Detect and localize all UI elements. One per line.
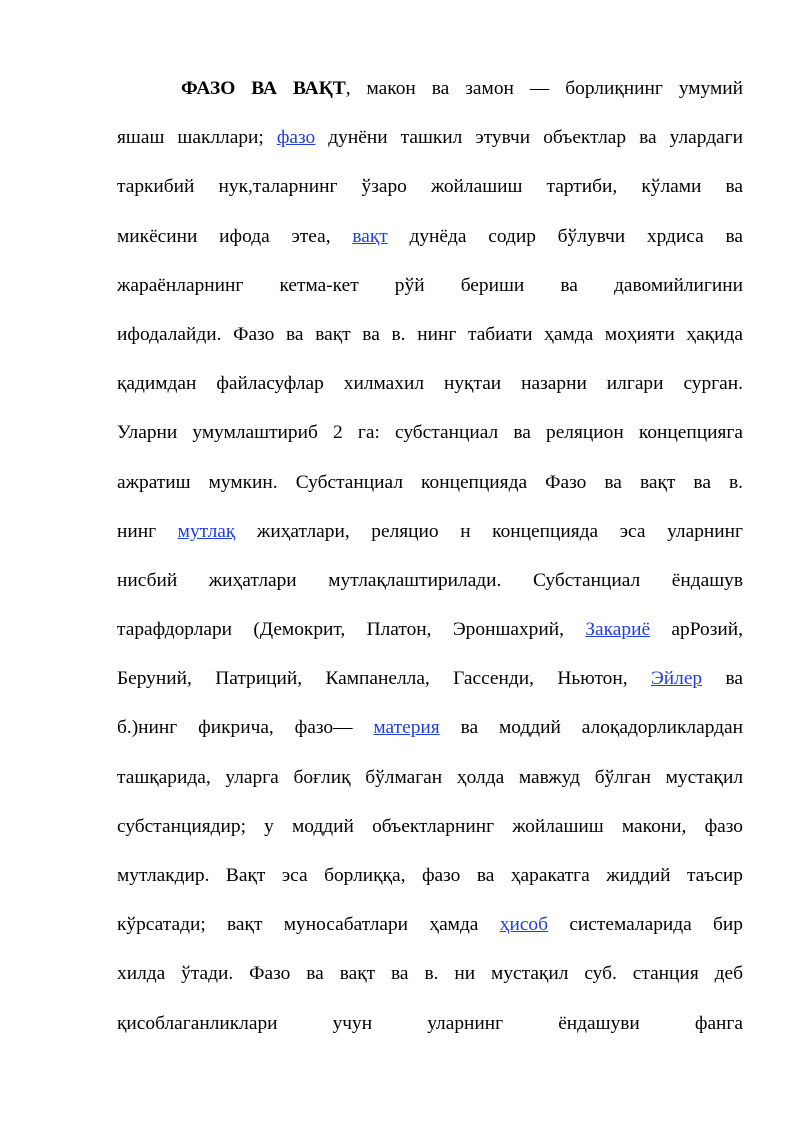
text-run: ва моддий алоқадорликлардан: [439, 717, 743, 739]
text-run: кўрсатади; вақт муносабатлари ҳамда: [117, 914, 500, 936]
text-line: [117, 995, 743, 1044]
text-run: субстанциядир; у моддий объектларнинг жойлашиш макони, фазо: [117, 815, 743, 837]
text-run: жараёнларнинг кетма-кет рўй бериши ва давомийлигини: [117, 274, 743, 296]
text-run: хилда ўтади. Фазо ва вақт ва в. ни мустақил суб. станция деб: [117, 963, 743, 985]
link-hisob[interactable]: ҳисоб: [499, 914, 548, 936]
text-run: ифодалайди. Фазо ва вақт ва в. нинг табиати ҳамда моҳияти ҳақида: [117, 323, 743, 345]
text-run: , макон ва замон — борлиқнинг умумий: [345, 78, 743, 99]
text-run: нинг: [117, 520, 178, 542]
text-run: дунёни ташкил этувчи объектлар ва улардаги: [315, 127, 743, 149]
text-run: ва: [702, 668, 743, 690]
text-line: [117, 798, 743, 847]
text-run: Беруний, Патриций, Кампанелла, Гассенди, Ньютон,: [117, 668, 651, 690]
link-fazo[interactable]: фазо: [276, 127, 316, 149]
text-line: [117, 749, 743, 798]
text-run: ажратиш мумкин. Субстанциал концепцияда Фазо ва вақт ва в.: [117, 471, 743, 493]
text-run: ташқарида, уларга боғлиқ бўлмаган ҳолда мавжуд бўлган мустақил: [117, 766, 743, 788]
text-run: таркибий нук,таларнинг ўзаро жойлашиш тартиби, кўлами ва: [117, 176, 743, 198]
text-run: қадимдан файласуфлар хилмахил нуқтаи назарни илгари сурган.: [117, 373, 743, 395]
text-run: б.)нинг фикрича, фазо—: [117, 717, 374, 739]
text-line: [117, 650, 743, 699]
text-line: [117, 503, 743, 552]
link-eyler[interactable]: Эйлер: [650, 668, 703, 690]
text-line: [117, 109, 743, 158]
text-line: [117, 454, 743, 503]
link-mutlaq[interactable]: мутлақ: [177, 520, 236, 542]
text-run: мутлакдир. Вақт эса борлиққа, фазо ва ҳаракатга жиддий таъсир: [117, 865, 743, 886]
text-line: [117, 896, 743, 945]
text-line: [117, 60, 743, 109]
text-run: қисоблаганликлари учун уларнинг ёндашуви фанга: [117, 1012, 743, 1034]
document-body: [117, 60, 743, 1044]
link-vaqt[interactable]: вақт: [352, 225, 388, 247]
text-line: [117, 601, 743, 650]
text-line: [117, 404, 743, 453]
text-line: [117, 158, 743, 207]
text-line: [117, 699, 743, 748]
text-line: [117, 257, 743, 306]
text-run: системаларида бир: [548, 914, 743, 936]
text-line: [117, 306, 743, 355]
text-run: жиҳатлари, реляцио н концепцияда эса уларнинг: [235, 520, 743, 542]
link-materiya[interactable]: материя: [373, 717, 440, 739]
text-run: нисбий жиҳатлари мутлақлаштирилади. Субстанциал ёндашув: [117, 569, 743, 591]
text-line: [117, 847, 743, 896]
text-run: микёсини ифода этеа,: [117, 225, 353, 247]
text-run: арРозий,: [650, 619, 743, 641]
text-line: [117, 552, 743, 601]
text-run: яшаш шакллари;: [117, 127, 277, 149]
text-line: [117, 945, 743, 994]
link-zakariyo[interactable]: Закариё: [585, 619, 651, 641]
text-run: Уларни умумлаштириб 2 га: субстанциал ва реляцион концепцияга: [117, 422, 743, 444]
text-run: дунёда содир бўлувчи хрдиса ва: [387, 225, 743, 247]
text-run: тарафдорлари (Демокрит, Платон, Эроншахрий,: [117, 619, 586, 641]
document-title: ФАЗО ВА ВАҚТ: [181, 78, 346, 99]
text-line: [117, 355, 743, 404]
text-line: [117, 208, 743, 257]
